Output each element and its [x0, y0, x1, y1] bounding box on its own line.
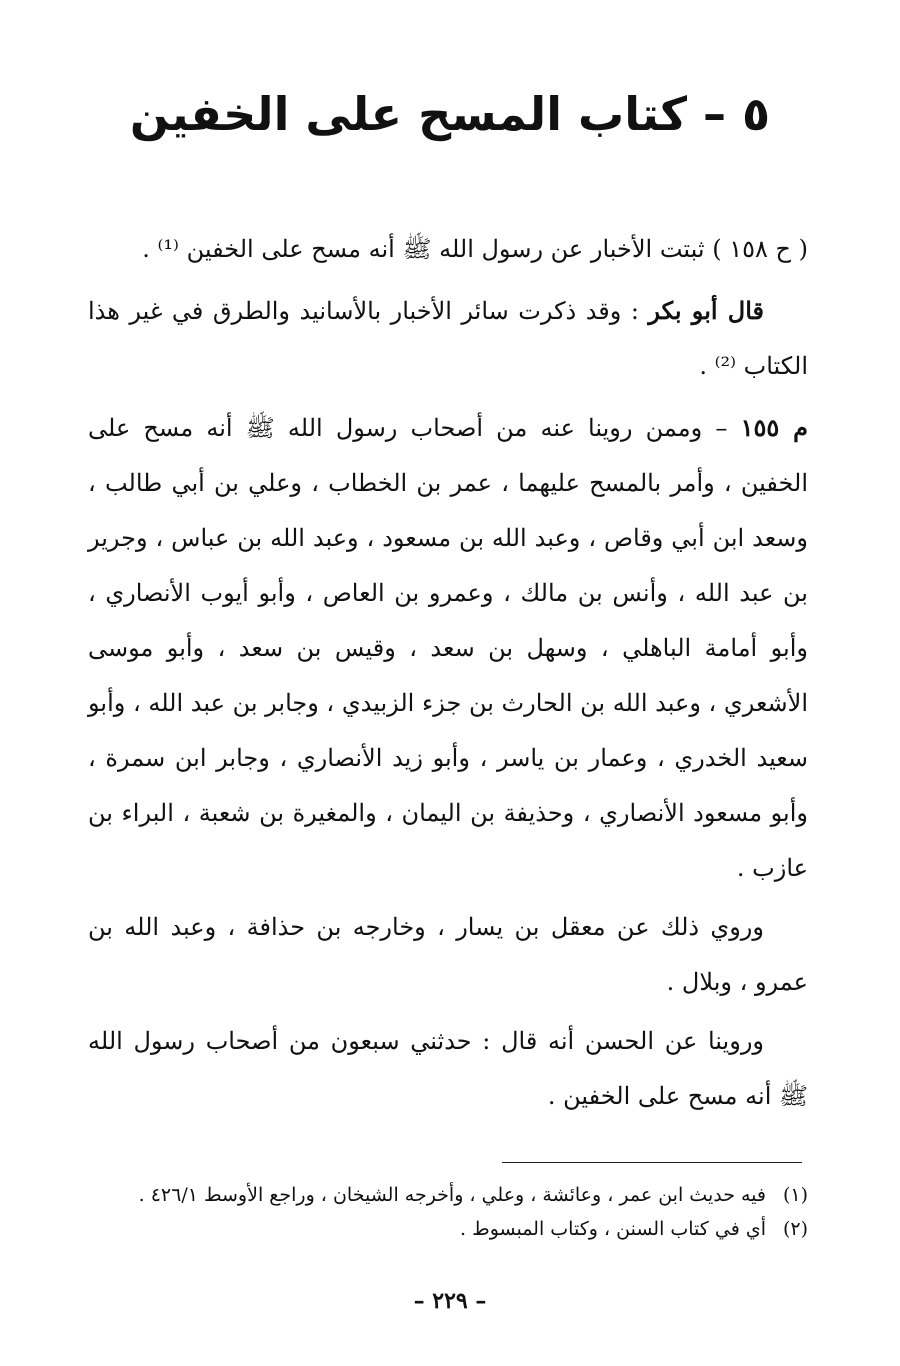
speaker-label: قال أبو بكر: [648, 296, 764, 325]
page-number: – ٢٢٩ –: [413, 1288, 487, 1314]
chapter-title: ٥ – كتاب المسح على الخفين: [129, 87, 771, 141]
footnote-2: [88, 1212, 808, 1246]
masala-label: م ١٥٥: [740, 413, 808, 442]
paragraph-text: : وقد ذكرت سائر الأخبار بالأسانيد والطرق في غير هذا الكتاب ⁽²⁾ .: [88, 297, 808, 380]
paragraph-hasan: [88, 1014, 808, 1124]
footnote-number: (١): [782, 1184, 808, 1206]
main-text: [88, 222, 808, 1124]
footnote-text: فيه حديث ابن عمر ، وعائشة ، وعلي ، وأخرجه الشيخان ، وراجع الأوسط ٤٢٦/١ .: [138, 1184, 766, 1206]
paragraph-hadith-158: [88, 222, 808, 277]
footnote-text: أي في كتاب السنن ، وكتاب المبسوط .: [460, 1218, 766, 1240]
paragraph-masala-155: [88, 400, 808, 896]
paragraph-riwaya: [88, 900, 808, 1010]
paragraph-text: وروي ذلك عن معقل بن يسار ، وخارجه بن حذافة ، وعبد الله بن عمرو ، وبلال .: [88, 913, 808, 996]
footnote-number: (٢): [782, 1218, 808, 1240]
paragraph-text: – وممن روينا عنه من أصحاب رسول الله ﷺ أنه مسح على الخفين ، وأمر بالمسح عليهما ، عمر بن الخطاب ، وعلي بن أبي طالب ، وسعد ابن أبي وقاص ، وعبد الله بن مسعود ، وعبد الله بن عباس ، وجرير بن عبد الله ، وأنس بن مالك ، وعمرو بن العاص ، وأبو أيوب الأنصاري ، وأبو أمامة الباهلي ، وسهل بن سعد ، وقيس بن سعد ، وأبو موسى الأشعري ، وعبد الله بن الحارث بن جزء الزبيدي ، وجابر بن عبد الله ، وأبو سعيد الخدري ، وعمار بن ياسر ، وأبو زيد الأنصاري ، وجابر ابن سمرة ، وأبو مسعود الأنصاري ، وحذيفة بن اليمان ، والمغيرة بن شعبة ، البراء بن عازب .: [88, 414, 808, 882]
footnote-divider: [502, 1162, 802, 1163]
footnotes: [88, 1178, 808, 1246]
paragraph-text: وروينا عن الحسن أنه قال : حدثني سبعون من أصحاب رسول الله ﷺ أنه مسح على الخفين .: [88, 1027, 808, 1110]
paragraph-abu-bakr: [88, 283, 808, 394]
footnote-1: [88, 1178, 808, 1212]
paragraph-text: ( ح ١٥٨ ) ثبتت الأخبار عن رسول الله ﷺ أنه مسح على الخفين ⁽¹⁾ .: [142, 235, 808, 263]
